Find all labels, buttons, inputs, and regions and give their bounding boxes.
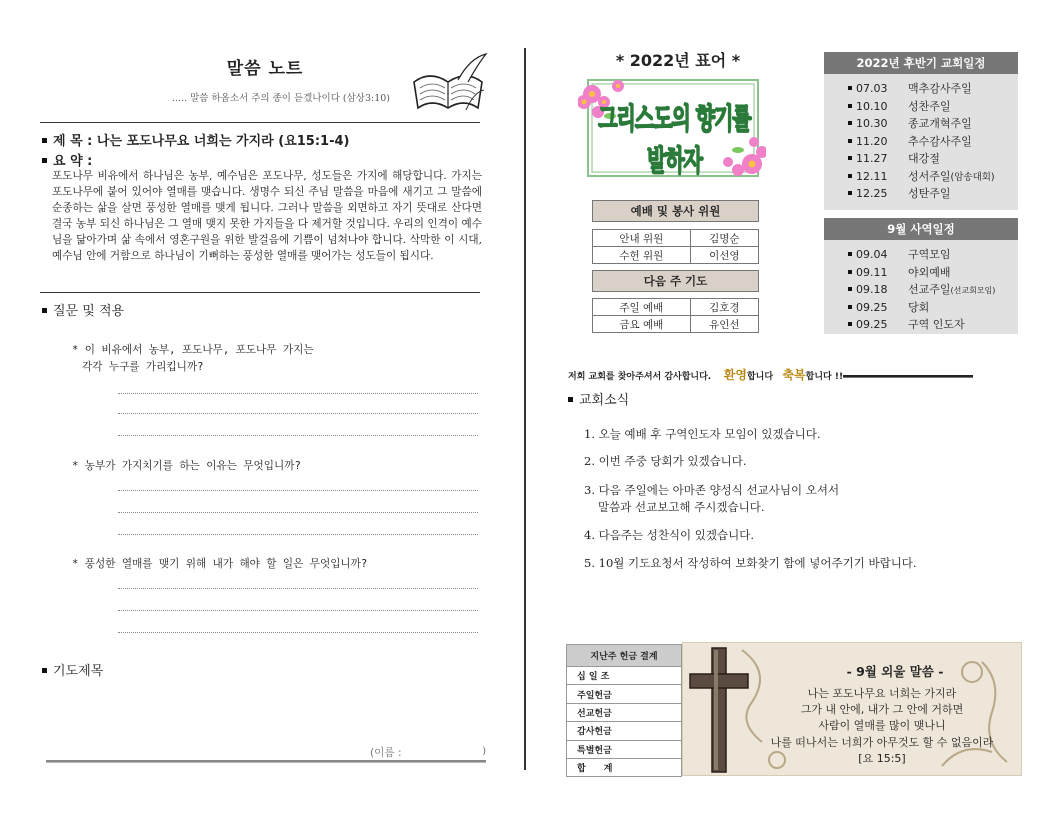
divider: [40, 122, 480, 123]
news-item: 2. 이번 주중 당회가 있겠습니다.: [584, 454, 747, 468]
table-row: [593, 247, 759, 264]
news-item: 3. 다음 주일에는 아마존 양성식 선교사님이 오셔서: [584, 483, 840, 497]
welcome-banner: 저희 교회를 찾아주셔서 감사합니다. 환영합니다 축복합니다 !!: [568, 366, 1028, 383]
news-item: 5. 10월 기도요청서 작성하여 보화찾기 함에 넣어주기기 바랍니다.: [584, 556, 917, 570]
list-item: 10.30 종교개혁주일: [848, 115, 1018, 133]
church-schedule-title: 2022년 후반기 교회일정: [824, 52, 1018, 74]
service-cell: 주일 예배: [593, 299, 691, 316]
question-1: * 이 비유에서 농부, 포도나무, 포도나무 가지는: [72, 344, 314, 356]
question-1-cont: 각각 누구를 가리킵니까?: [82, 361, 204, 373]
offering-table-header: 지난주 헌금 결계: [567, 645, 682, 667]
verse-line: 그가 내 안에, 내가 그 안에 거하면: [800, 703, 964, 716]
offering-table: [566, 644, 682, 777]
role-cell: 수헌 위원: [593, 247, 691, 264]
next-week-prayer-table: [592, 298, 759, 333]
verse-line: 나를 떠나서는 너희가 아무것도 할 수 없음이라: [770, 736, 994, 749]
church-news-label: 교회소식: [568, 389, 629, 408]
table-row: 감사헌금: [567, 722, 682, 740]
column-divider: [524, 48, 526, 770]
sermon-title: 제 목 : 나는 포도나무요 너희는 가지라 (요15:1-4): [42, 130, 482, 149]
memory-verse-title: - 9월 외울 말씀 -: [846, 664, 944, 679]
list-item: 09.25 당회: [848, 299, 1018, 317]
open-bible-icon: [408, 52, 488, 114]
name-field-close: ): [482, 745, 487, 757]
answer-line[interactable]: [118, 490, 478, 491]
name-cell: 김호경: [690, 299, 758, 316]
divider: [40, 292, 480, 293]
prayer-label: 기도제목: [42, 660, 103, 679]
news-item-cont: 말씀과 선교보고해 주시겠습니다.: [598, 500, 765, 514]
table-row: 선교헌금: [567, 703, 682, 721]
news-item: 4. 다음주는 성찬식이 있겠습니다.: [584, 528, 755, 542]
list-item: 07.03 맥추감사주일: [848, 80, 1018, 98]
year-motto-title: * 2022년 표어 *: [615, 51, 741, 70]
answer-line[interactable]: [118, 534, 478, 535]
question-3: * 풍성한 열매를 맺기 위해 내가 해야 할 일은 무엇입니까?: [72, 558, 368, 570]
note-subtitle: ..... 말씀 하옵소서 주의 종이 듣겠나이다 (삼상3:10): [172, 93, 390, 104]
answer-line[interactable]: [118, 413, 478, 414]
motto-text: 그리스도의 향기를 발하자: [598, 100, 751, 178]
table-row: 합 계: [567, 758, 682, 776]
table-row: [593, 316, 759, 333]
qa-label: 질문 및 적용: [42, 300, 124, 319]
answer-line[interactable]: [118, 632, 478, 633]
list-item: 09.18 선교주일(선교회모임): [848, 281, 1018, 299]
table-row: 십 일 조: [567, 667, 682, 685]
verse-line: 나는 포도나무요 너희는 가지라: [807, 687, 957, 700]
table-row: 특별헌금: [567, 740, 682, 758]
list-item: 12.25 성탄주일: [848, 185, 1018, 203]
table-row: [593, 299, 759, 316]
name-field[interactable]: (이름 :: [370, 747, 402, 759]
list-item: 12.11 성서주일(암송대회): [848, 168, 1018, 186]
name-cell: 이선영: [690, 247, 758, 264]
summary-label: 요 약 :: [42, 150, 92, 169]
divider: [46, 760, 486, 763]
table-row: [593, 230, 759, 247]
news-item: 1. 오늘 예배 후 구역인도자 모임이 있겠습니다.: [584, 427, 821, 441]
list-item: 10.10 성찬주일: [848, 98, 1018, 116]
list-item: 11.27 대강절: [848, 150, 1018, 168]
verse-reference: [요 15:5]: [858, 752, 906, 765]
summary-text: 포도나무 비유에서 하나님은 농부, 예수님은 포도나무, 성도들은 가지에 해당합니다. 가지는 포도나무에 붙어 있어야 열매를 맺습니다. 생명수 되신 주님 말씀을 마음에 새기고 그 말씀에 순종하는 삶을 살면 풍성한 열매를 맺게 됩니다. 그러나 말씀을 외면하고 자기 뜻대로 산다면 결국 농부 되신 하나님은 그 열매 맺지 못한 가지들을 다 제거할 것입니다. 우리의 인격이 예수님을 닮아가며 삶 속에서 영혼구원을 위한 발걸음에 기쁨이 넘쳐나야 합니다. 삭막한 이 시대, 예수님 안에 거함으로 하나님이 기뻐하는 풍성한 열매를 맺어가는 성도들이 됩시다.: [52, 170, 482, 262]
answer-line[interactable]: [118, 393, 478, 394]
list-item: 09.04 구역모임: [848, 246, 1018, 264]
name-cell: 김명순: [690, 230, 758, 247]
worship-committee-header: 예배 및 봉사 위원: [592, 200, 759, 222]
answer-line[interactable]: [118, 610, 478, 611]
table-row: 주일헌금: [567, 685, 682, 703]
answer-line[interactable]: [118, 512, 478, 513]
worship-committee-table: [592, 229, 759, 264]
note-title: 말씀 노트: [226, 59, 304, 79]
next-week-prayer-header: 다음 주 기도: [592, 270, 759, 292]
mission-schedule-box: [824, 218, 1018, 334]
mission-schedule-title: 9월 사역일정: [824, 218, 1018, 240]
answer-line[interactable]: [118, 588, 478, 589]
church-schedule-box: [824, 52, 1018, 210]
role-cell: 안내 위원: [593, 230, 691, 247]
list-item: 11.20 추수감사주일: [848, 133, 1018, 151]
name-cell: 유인선: [690, 316, 758, 333]
list-item: 09.25 구역 인도자: [848, 316, 1018, 334]
list-item: 09.11 야외예배: [848, 264, 1018, 282]
service-cell: 금요 예배: [593, 316, 691, 333]
verse-line: 사람이 열매를 많이 맺나니: [818, 719, 946, 732]
question-2: * 농부가 가지치기를 하는 이유는 무엇입니까?: [72, 460, 301, 472]
answer-line[interactable]: [118, 435, 478, 436]
